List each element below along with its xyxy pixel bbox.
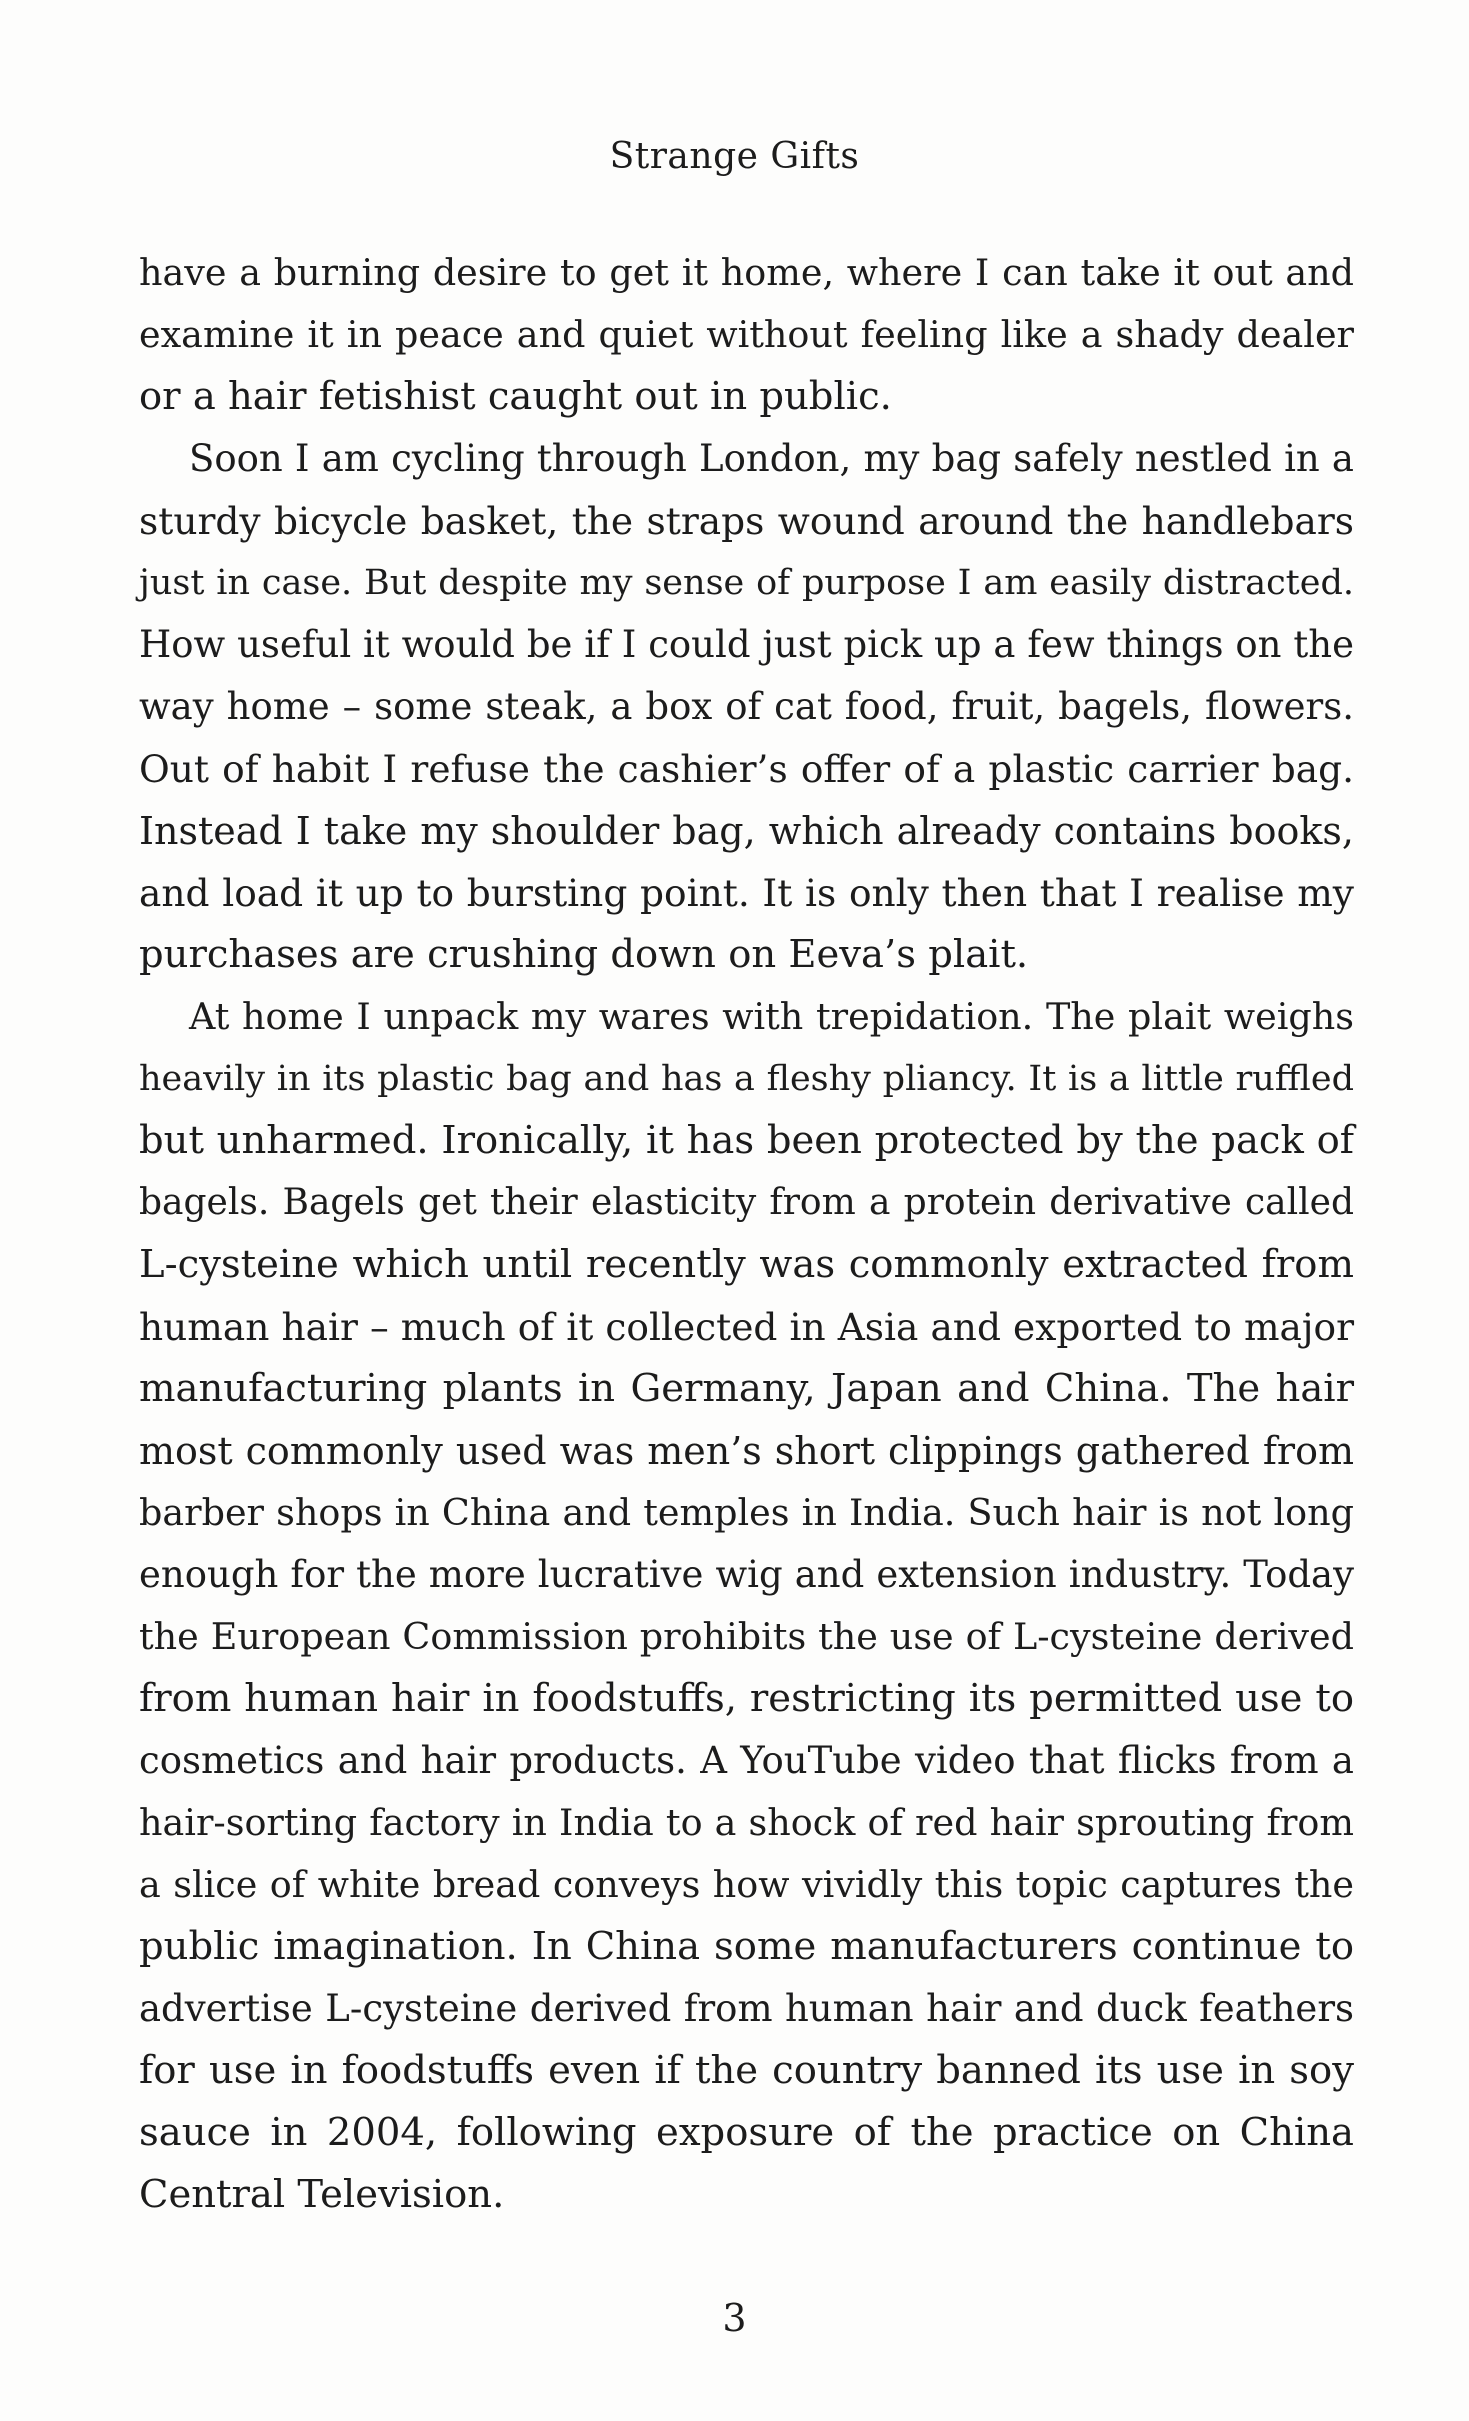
text-line: public imagination. In China some manufacturers continue to	[139, 1924, 1354, 1969]
text-line: Central Television.	[139, 2172, 505, 2217]
text-line: enough for the more lucrative wig and extension industry. Today	[139, 1553, 1354, 1596]
text-line: At home I unpack my wares with trepidation. The plait weighs	[189, 995, 1354, 1038]
text-line: purchases are crushing down on Eeva’s plait.	[139, 932, 1029, 977]
text-line: have a burning desire to get it home, where I can take it out and	[139, 251, 1354, 294]
paragraph-1	[139, 242, 1354, 428]
text-line: manufacturing plants in Germany, Japan and China. The hair	[139, 1366, 1354, 1411]
text-line: just in case. But despite my sense of purpose I am easily distracted.	[139, 563, 1354, 603]
text-line: the European Commission prohibits the use of L-cysteine derived	[139, 1615, 1354, 1658]
text-line: Instead I take my shoulder bag, which already contains books,	[139, 809, 1354, 853]
text-line: from human hair in foodstuffs, restricting its permitted use to	[139, 1676, 1354, 1721]
text-line: Out of habit I refuse the cashier’s offer of a plastic carrier bag.	[139, 747, 1354, 791]
text-line: most commonly used was men’s short clippings gathered from	[139, 1429, 1354, 1473]
text-line: a slice of white bread conveys how vividly this topic captures the	[139, 1863, 1354, 1906]
text-line: or a hair fetishist caught out in public.	[139, 374, 892, 419]
text-line: Soon I am cycling through London, my bag safely nestled in a	[189, 437, 1354, 480]
text-line: sauce in 2004, following exposure of the practice on China	[139, 2110, 1354, 2155]
text-line: advertise L-cysteine derived from human hair and duck feathers	[139, 1987, 1354, 2030]
text-line: cosmetics and hair products. A YouTube video that flicks from a	[139, 1739, 1354, 1782]
running-head-title: Strange Gifts	[609, 136, 860, 177]
text-line: but unharmed. Ironically, it has been protected by the pack of	[139, 1118, 1354, 1163]
text-line: bagels. Bagels get their elasticity from a protein derivative called	[139, 1182, 1354, 1223]
text-line: human hair – much of it collected in Asia and exported to major	[139, 1305, 1354, 1349]
text-line: way home – some steak, a box of cat food, fruit, bagels, flowers.	[139, 685, 1354, 728]
page-number: 3	[722, 2296, 747, 2340]
text-line: and load it up to bursting point. It is only then that I realise my	[139, 871, 1354, 915]
text-line: examine it in peace and quiet without feeling like a shady dealer	[139, 313, 1354, 356]
text-line: barber shops in China and temples in India. Such hair is not long	[139, 1491, 1354, 1534]
text-line: for use in foodstuffs even if the country banned its use in soy	[139, 2048, 1354, 2093]
text-line: hair-sorting factory in India to a shock of red hair sprouting from	[139, 1801, 1354, 1844]
text-line: L-cysteine which until recently was commonly extracted from	[139, 1242, 1354, 1287]
text-line: How useful it would be if I could just pick up a few things on the	[139, 623, 1354, 666]
text-line: sturdy bicycle basket, the straps wound around the handlebars	[139, 499, 1354, 543]
paragraph-2	[139, 428, 1354, 986]
text-line: heavily in its plastic bag and has a fleshy pliancy. It is a little ruffled	[139, 1059, 1354, 1099]
body-text	[139, 242, 1354, 2226]
paragraph-3	[139, 986, 1354, 2226]
